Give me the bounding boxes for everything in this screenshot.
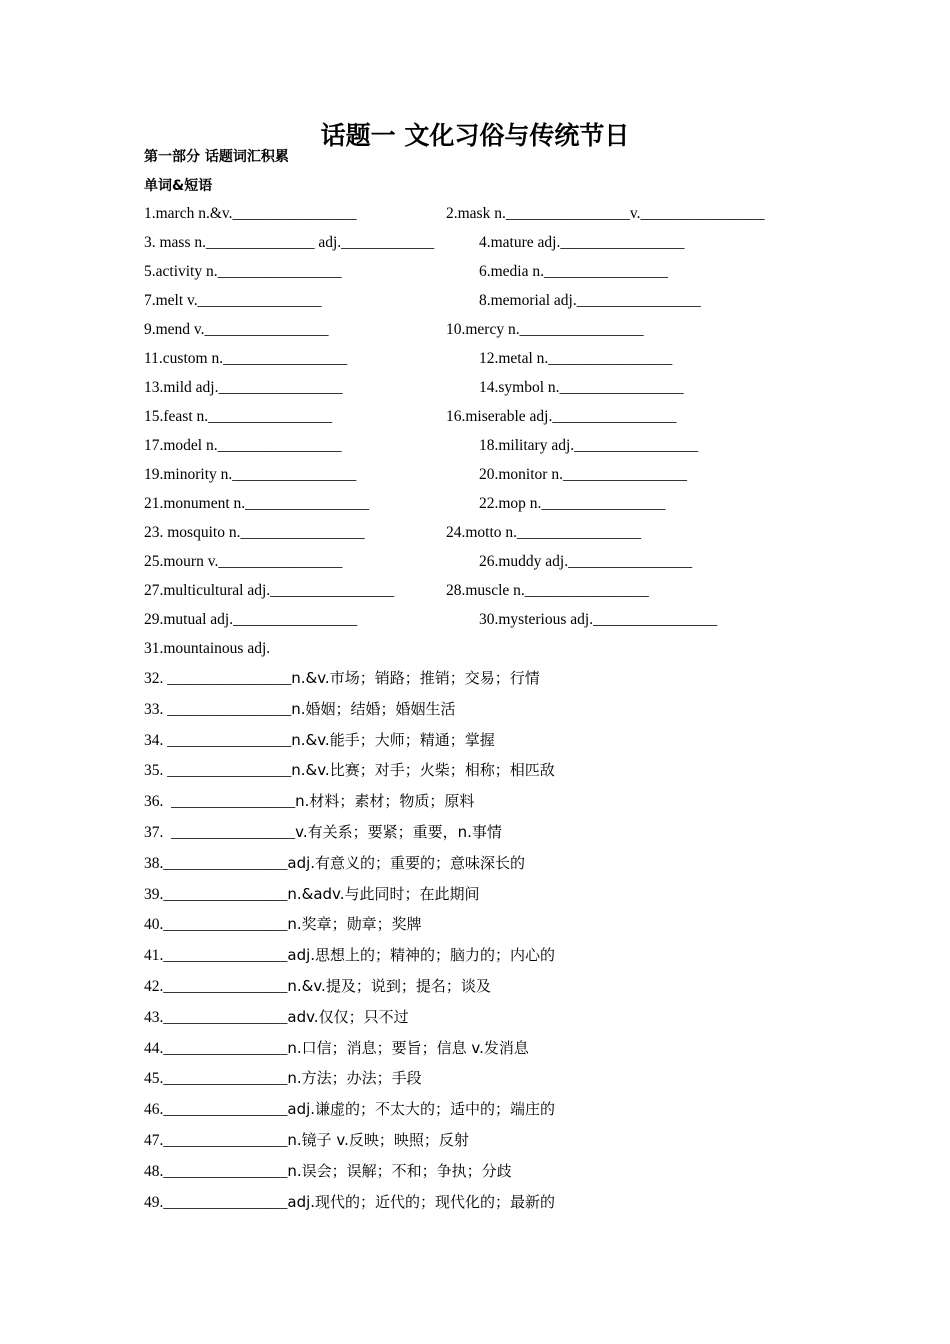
definition-row [144,943,555,974]
vocab-item: 24.motto n.________________ [446,524,642,541]
definition-text: n.&v.市场；销路；推销；交易；行情 [291,669,540,687]
vocab-item: 15.feast n.________________ [144,408,333,425]
answer-blank: ________________ [163,885,288,903]
definition-text: n.婚姻；结婚；婚姻生活 [291,699,456,718]
item-number: 45. [144,1070,164,1088]
vocab-row [144,580,844,609]
definition-row [144,974,555,1005]
vocab-item: 28.muscle n.________________ [446,582,649,599]
item-number: 39. [144,885,164,903]
definition-row [144,789,555,820]
vocab-row [144,290,844,319]
definition-row [144,1066,555,1097]
vocab-row [144,609,844,638]
item-number: 35. [144,762,168,780]
definition-row [144,912,555,943]
definition-text: adj.现代的；近代的；现代化的；最新的 [287,1192,556,1211]
vocab-item: 2.mask n.________________v.________________ [446,205,765,222]
vocab-item: 22.mop n.________________ [479,495,666,512]
vocab-item: 4.mature adj.________________ [479,234,685,251]
vocab-row [144,435,844,464]
vocab-row [144,377,844,406]
definition-row [144,1159,555,1190]
definition-text: n.&v.比赛；对手；火柴；相称；相匹敌 [291,761,555,780]
answer-blank: ________________ [171,823,296,841]
vocab-pair-list [144,203,844,667]
vocab-item: 29.mutual adj.________________ [144,611,358,628]
definition-text: n.&v.提及；说到；提名；谈及 [287,976,491,995]
answer-blank: ________________ [167,762,292,780]
definition-row [144,1097,555,1128]
answer-blank: ________________ [163,1101,288,1119]
answer-blank: ________________ [163,1193,288,1211]
vocab-item: 27.multicultural adj.________________ [144,582,395,599]
item-number: 37. [144,823,172,841]
answer-blank: ________________ [163,854,288,872]
vocab-item: 1.march n.&v.________________ [144,205,357,222]
section-heading: 第一部分 话题词汇积累 [144,149,289,165]
definition-row [144,728,555,759]
definition-text: n.镜子 v.反映；映照；反射 [287,1130,469,1149]
vocab-item: 26.muddy adj.________________ [479,553,693,570]
answer-blank: ________________ [163,916,288,934]
definition-text: v.有关系；要紧；重要，n.事情 [295,822,502,841]
item-number: 42. [144,977,164,995]
item-number: 47. [144,1131,164,1149]
vocab-item: 18.military adj.________________ [479,437,699,454]
vocab-item: 11.custom n.________________ [144,350,348,367]
item-number: 44. [144,1039,164,1057]
vocab-row [144,261,844,290]
definition-text: n.&adv.与此同时；在此期间 [287,884,480,903]
subsection-heading: 单词&短语 [144,178,213,194]
vocab-row [144,348,844,377]
vocab-item: 7.melt v.________________ [144,292,322,309]
item-number: 43. [144,1008,164,1026]
definition-row [144,1128,555,1159]
item-number: 40. [144,916,164,934]
vocab-item: 30.mysterious adj.________________ [479,611,718,628]
vocab-row [144,232,844,261]
definition-text: n.误会；误解；不和；争执；分歧 [287,1161,512,1180]
vocab-item: 9.mend v.________________ [144,321,329,338]
vocab-item: 12.metal n.________________ [479,350,673,367]
vocab-item: 16.miserable adj.________________ [446,408,677,425]
answer-blank: ________________ [163,1039,288,1057]
definition-text: adj.有意义的；重要的；意味深长的 [287,853,526,872]
definition-text: n.材料；素材；物质；原料 [295,792,475,811]
answer-blank: ________________ [167,700,292,718]
vocab-row [144,551,844,580]
vocab-item: 14.symbol n.________________ [479,379,684,396]
vocab-row [144,203,844,232]
answer-blank: ________________ [163,1070,288,1088]
answer-blank: ________________ [163,947,288,965]
definition-row [144,666,555,697]
vocab-item: 31.mountainous adj. [144,640,271,657]
answer-blank: ________________ [167,670,292,687]
definition-text: n.方法；办法；手段 [287,1069,422,1088]
vocab-item: 5.activity n.________________ [144,263,342,280]
vocab-item: 21.monument n.________________ [144,495,370,512]
definition-row [144,882,555,913]
vocab-item: 13.mild adj.________________ [144,379,343,396]
item-number: 33. [144,700,168,718]
vocab-item: 20.monitor n.________________ [479,466,687,483]
vocab-item: 3. mass n.______________ adj.____________ [144,234,435,251]
definition-text: adj.思想上的；精神的；脑力的；内心的 [287,946,556,965]
item-number: 41. [144,947,164,965]
vocab-row [144,638,844,667]
vocab-row [144,319,844,348]
vocab-item: 6.media n.________________ [479,263,668,280]
vocab-row [144,522,844,551]
vocab-row [144,493,844,522]
page-title: 话题一 文化习俗与传统节日 [320,121,630,150]
definition-row [144,1190,555,1221]
definition-text: adv.仅仅；只不过 [287,1007,409,1026]
item-number: 34. [144,731,168,749]
definition-text: adj.谦虚的；不太大的；适中的；端庄的 [287,1100,556,1119]
answer-blank: ________________ [171,793,296,811]
definition-row [144,1005,555,1036]
item-number: 36. [144,793,172,811]
answer-blank: ________________ [163,977,288,995]
definition-text: n.&v.能手；大师；精通；掌握 [291,730,495,749]
vocab-item: 10.mercy n.________________ [446,321,644,338]
definition-text: n.口信；消息；要旨；信息 v.发消息 [287,1038,529,1057]
definition-row [144,820,555,851]
vocab-definition-list [144,666,555,1220]
definition-row [144,758,555,789]
definition-row [144,697,555,728]
vocab-item: 17.model n.________________ [144,437,342,454]
definition-row [144,1036,555,1067]
answer-blank: ________________ [163,1008,288,1026]
answer-blank: ________________ [163,1162,288,1180]
vocab-item: 8.memorial adj.________________ [479,292,701,309]
vocab-item: 19.minority n.________________ [144,466,357,483]
definition-text: n.奖章；勋章；奖牌 [287,915,422,934]
item-number: 49. [144,1193,164,1211]
vocab-row [144,406,844,435]
item-number: 46. [144,1101,164,1119]
answer-blank: ________________ [163,1131,288,1149]
answer-blank: ________________ [167,731,292,749]
vocab-item: 23. mosquito n.________________ [144,524,365,541]
item-number: 48. [144,1162,164,1180]
definition-row [144,851,555,882]
item-number: 32. [144,670,168,687]
vocab-row [144,464,844,493]
item-number: 38. [144,854,164,872]
vocab-item: 25.mourn v.________________ [144,553,343,570]
